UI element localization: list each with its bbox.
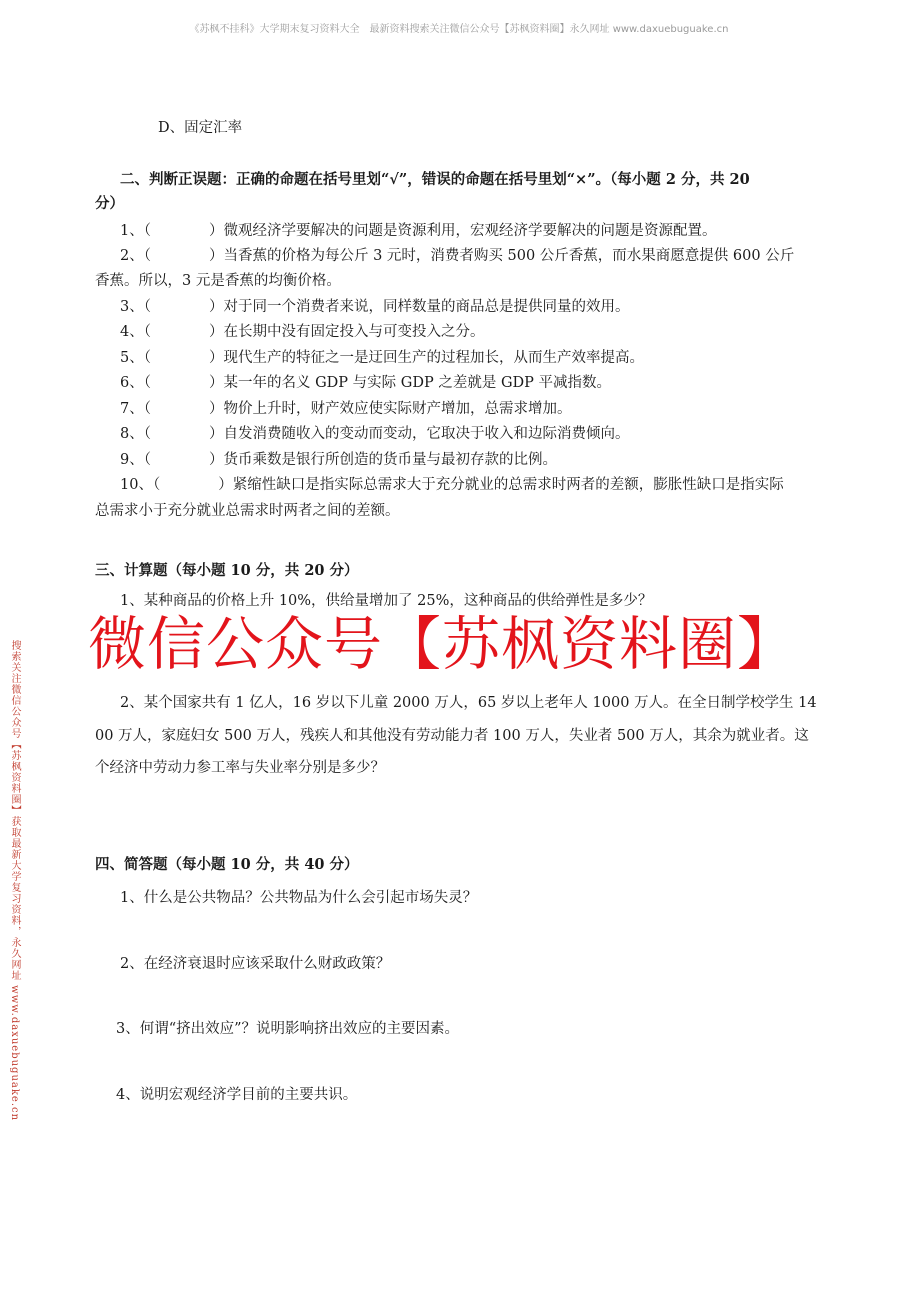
calc-q2-cont1: 00 万人，家庭妇女 500 万人，残疾人和其他没有劳动能力者 100 万人，失业者 500 万人，其余为就业者。这: [95, 728, 809, 744]
tf-item-8: 8、（ ）自发消费随收入的变动而变动，它取决于收入和边际消费倾向。: [120, 426, 630, 442]
tf-item-1: 1、（ ）微观经济学要解决的问题是资源利用，宏观经济学要解决的问题是资源配置。: [120, 223, 717, 239]
tf-item-2-cont: 香蕉。所以，3 元是香蕉的均衡价格。: [95, 273, 341, 289]
page-header: 《苏枫不挂科》大学期末复习资料大全 最新资料搜索关注微信公众号【苏枫资料圈】永久网址 www.daxuebuguake.cn: [189, 24, 729, 35]
section4-title: 四、简答题（每小题 10 分，共 40 分）: [95, 856, 359, 873]
tf-item-10-cont: 总需求小于充分就业总需求时两者之间的差额。: [95, 503, 400, 519]
tf-item-5: 5、（ ）现代生产的特征之一是迂回生产的过程加长，从而生产效率提高。: [120, 350, 644, 366]
section2-title: 二、判断正误题：正确的命题在括号里划“√”，错误的命题在括号里划“×”。（每小题 2 分，共 20: [120, 171, 750, 188]
short-q1: 1、什么是公共物品？公共物品为什么会引起市场失灵？: [120, 890, 478, 906]
calc-q2: 2、某个国家共有 1 亿人，16 岁以下儿童 2000 万人，65 岁以上老年人 1000 万人。在全日制学校学生 14: [120, 695, 817, 711]
tf-item-4: 4、（ ）在长期中没有固定投入与可变投入之分。: [120, 324, 485, 340]
tf-item-2: 2、（ ）当香蕉的价格为每公斤 3 元时，消费者购买 500 公斤香蕉，而水果商愿意提供 600 公斤: [120, 248, 795, 264]
short-q3: 3、何谓“挤出效应”？说明影响挤出效应的主要因素。: [116, 1021, 460, 1037]
short-q2: 2、在经济衰退时应该采取什么财政政策？: [120, 956, 391, 972]
tf-item-7: 7、（ ）物价上升时，财产效应使实际财产增加，总需求增加。: [120, 401, 572, 417]
calc-q2-cont2: 个经济中劳动力参工率与失业率分别是多少？: [95, 760, 385, 776]
tf-item-6: 6、（ ）某一年的名义 GDP 与实际 GDP 之差就是 GDP 平减指数。: [120, 375, 612, 391]
tf-item-9: 9、（ ）货币乘数是银行所创造的货币量与最初存款的比例。: [120, 452, 557, 468]
wechat-watermark: 微信公众号【苏枫资料圈】: [88, 610, 797, 678]
tf-item-3: 3、（ ）对于同一个消费者来说，同样数量的商品总是提供同量的效用。: [120, 299, 630, 315]
calc-q1: 1、某种商品的价格上升 10%，供给量增加了 25%，这种商品的供给弹性是多少？: [120, 593, 653, 609]
side-watermark-text: 搜索关注微信公众号【苏枫资料圈】获取最新大学复习资料，永久网址 www.daxuebuguake.cn: [9, 640, 20, 1122]
tf-item-10: 10、（ ）紧缩性缺口是指实际总需求大于充分就业的总需求时两者的差额，膨胀性缺口是指实际: [120, 477, 784, 493]
section2-title-cont: 分）: [95, 195, 124, 212]
section3-title: 三、计算题（每小题 10 分，共 20 分）: [95, 562, 359, 579]
option-d: D、固定汇率: [158, 120, 243, 136]
short-q4: 4、说明宏观经济学目前的主要共识。: [116, 1087, 358, 1103]
